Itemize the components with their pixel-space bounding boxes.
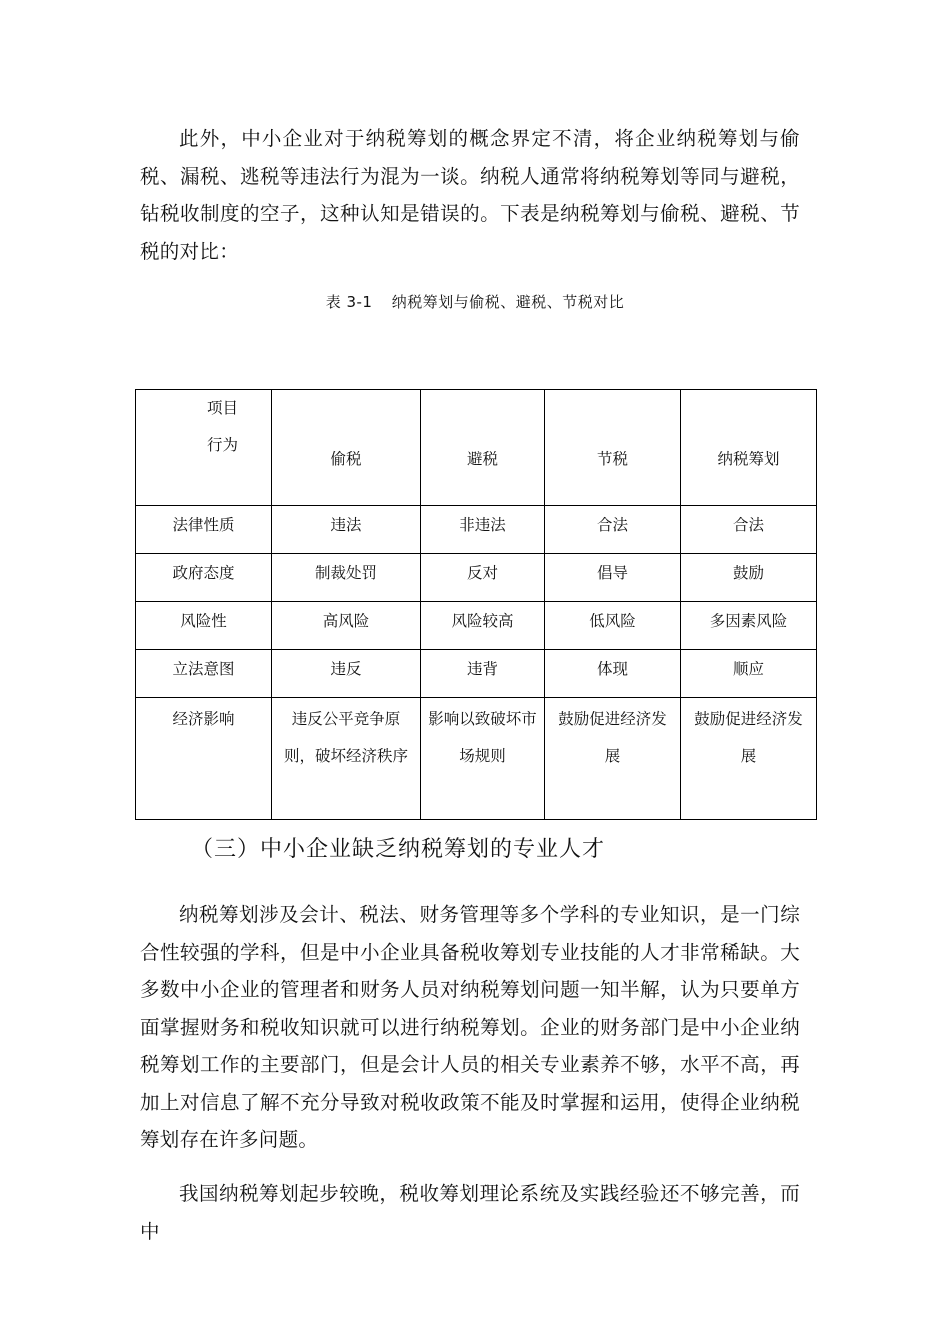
row-label: 风险性 bbox=[136, 602, 272, 650]
comparison-table bbox=[135, 389, 817, 820]
table-cell: 违法 bbox=[272, 506, 421, 554]
intro-paragraph: 此外，中小企业对于纳税筹划的概念界定不清，将企业纳税筹划与偷税、漏税、逃税等违法行为混为一谈。纳税人通常将纳税筹划等同与避税，钻税收制度的空子，这种认知是错误的。下表是纳税筹划与偷税、避税、节税的对比： bbox=[140, 127, 800, 263]
table-cell: 非违法 bbox=[421, 506, 545, 554]
column-header: 纳税筹划 bbox=[681, 390, 817, 506]
table-cell: 反对 bbox=[421, 554, 545, 602]
table-cell: 倡导 bbox=[545, 554, 681, 602]
corner-label-item: 项目 bbox=[206, 399, 238, 417]
body-paragraph-continued: 我国纳税筹划起步较晚，税收筹划理论系统及实践经验还不够完善，而中 bbox=[140, 1182, 800, 1243]
row-label: 政府态度 bbox=[136, 554, 272, 602]
table-title: 纳税筹划与偷税、避税、节税对比 bbox=[391, 293, 625, 311]
row-label: 经济影响 bbox=[136, 698, 272, 820]
column-header: 偷税 bbox=[272, 390, 421, 506]
table-cell: 合法 bbox=[681, 506, 817, 554]
table-row bbox=[136, 602, 817, 650]
column-header: 避税 bbox=[421, 390, 545, 506]
table-cell: 高风险 bbox=[272, 602, 421, 650]
table-cell: 风险较高 bbox=[421, 602, 545, 650]
table-header-row bbox=[136, 390, 817, 506]
table-cell: 违反 bbox=[272, 650, 421, 698]
section-heading: （三）中小企业缺乏纳税筹划的专业人才 bbox=[191, 837, 606, 862]
corner-label-behavior: 行为 bbox=[206, 436, 238, 454]
row-label: 法律性质 bbox=[136, 506, 272, 554]
table-cell: 违反公平竞争原则，破坏经济秩序 bbox=[272, 698, 421, 820]
table-cell: 影响以致破坏市场规则 bbox=[421, 698, 545, 820]
table-row bbox=[136, 698, 817, 820]
table-cell: 违背 bbox=[421, 650, 545, 698]
table-row bbox=[136, 506, 817, 554]
table-cell: 鼓励 bbox=[681, 554, 817, 602]
table-caption bbox=[0, 291, 950, 312]
column-header: 节税 bbox=[545, 390, 681, 506]
table-row bbox=[136, 650, 817, 698]
table-cell: 多因素风险 bbox=[681, 602, 817, 650]
table-cell: 制裁处罚 bbox=[272, 554, 421, 602]
body-paragraph: 纳税筹划涉及会计、税法、财务管理等多个学科的专业知识，是一门综合性较强的学科，但是中小企业具备税收筹划专业技能的人才非常稀缺。大多数中小企业的管理者和财务人员对纳税筹划问题一知半解，认为只要单方面掌握财务和税收知识就可以进行纳税筹划。企业的财务部门是中小企业纳税筹划工作的主要部门，但是会计人员的相关专业素养不够，水平不高，再加上对信息了解不充分导致对税收政策不能及时掌握和运用，使得企业纳税筹划存在许多问题。 bbox=[140, 903, 800, 1151]
table-row bbox=[136, 554, 817, 602]
table-cell: 顺应 bbox=[681, 650, 817, 698]
table-cell: 低风险 bbox=[545, 602, 681, 650]
table-cell: 鼓励促进经济发展 bbox=[545, 698, 681, 820]
row-label: 立法意图 bbox=[136, 650, 272, 698]
table-cell: 合法 bbox=[545, 506, 681, 554]
table-cell: 体现 bbox=[545, 650, 681, 698]
table-cell: 鼓励促进经济发展 bbox=[681, 698, 817, 820]
corner-cell bbox=[136, 390, 272, 506]
table-number: 表 3-1 bbox=[325, 293, 373, 311]
